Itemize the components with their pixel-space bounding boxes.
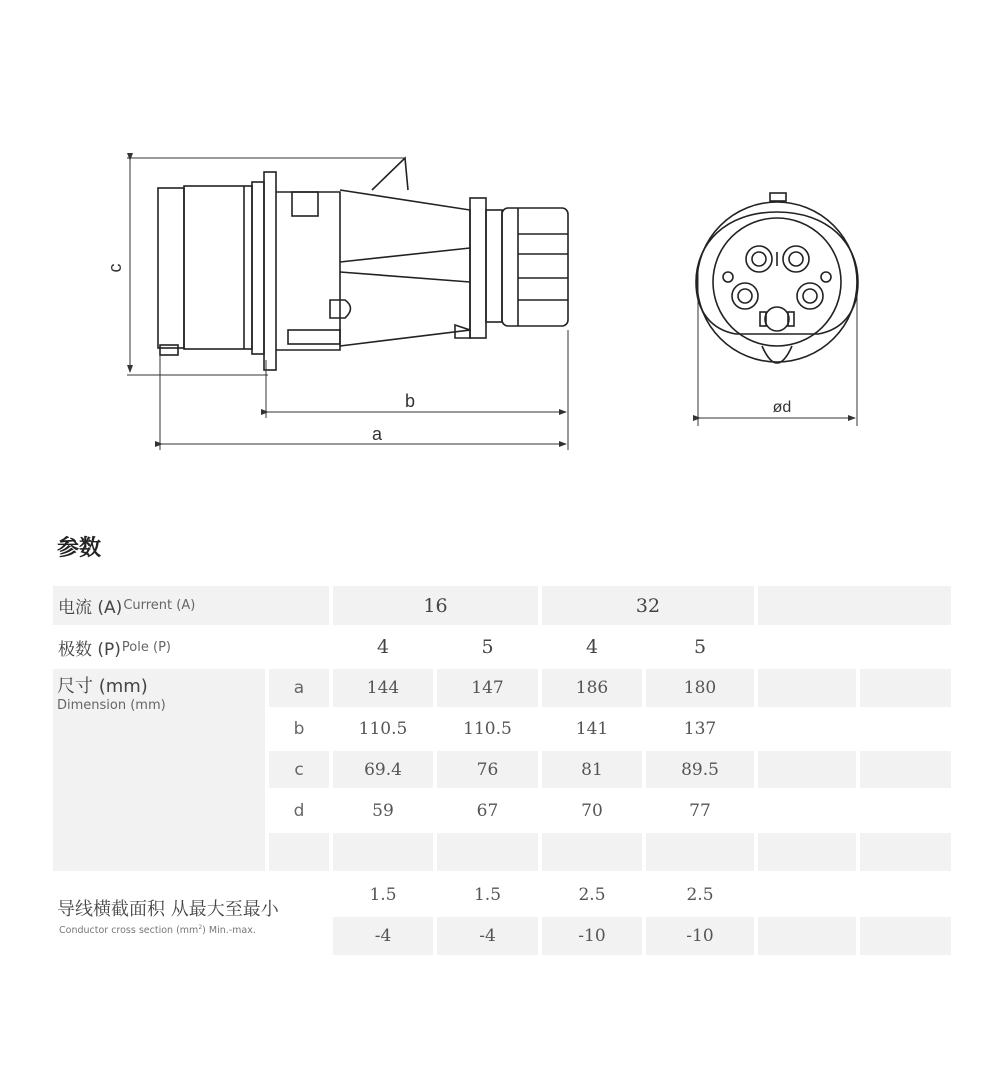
dim-letter-d: d [293,800,305,821]
dim-a-32-4: 186 [542,669,642,707]
empty-row-5 [758,833,856,871]
dim-a-extra-2 [860,669,951,707]
plug-technical-drawing [0,0,1001,500]
pole-label-cn: 极数 (P) [58,639,121,660]
dimension-label-en: Dimension (mm) [57,697,166,713]
dim-c-extra-2 [860,751,951,788]
pole-label-en: Pole (P) [121,639,171,655]
dimension-labels [105,264,791,445]
cond-2-32-4: -10 [542,917,642,955]
empty-row-3 [542,833,642,871]
cond-1-16-5: 1.5 [473,884,502,905]
dim-c-32-4: 81 [542,751,642,788]
conductor-label-en [59,924,256,936]
empty-row-4 [646,833,754,871]
dim-c-16-4: 69.4 [333,751,433,788]
cond-2-32-5: -10 [646,917,754,955]
current-label-en: Current (A) [123,598,196,613]
conductor-label-en-post: ) Min.-max. [202,925,256,937]
empty-row-letter [269,833,329,871]
cond-1-32-5: 2.5 [686,884,714,905]
dim-label-b: b [404,391,416,411]
dim-a-16-5: 147 [437,669,538,707]
dim-b-16-4: 110.5 [358,719,408,739]
dim-letter-b: b [293,719,305,739]
dim-a-32-5: 180 [646,669,754,707]
pole-32-4: 4 [585,636,599,658]
pole-32-5: 5 [693,636,707,658]
dim-a-16-4: 144 [333,669,433,707]
dim-letter-c: c [269,751,329,788]
current-16: 16 [333,586,538,625]
dimension-label [57,676,166,713]
current-extra [758,586,951,625]
dim-b-32-4: 141 [575,719,609,739]
cond-1-16-4: 1.5 [369,884,397,905]
dim-d-32-5: 77 [689,800,711,821]
conductor-label-cn: 导线横截面积 从最大至最小 [57,899,279,920]
empty-row-1 [333,833,433,871]
current-label-cn: 电流 (A) [58,598,123,618]
dimension-lines [127,158,857,450]
dimension-label-cn: 尺寸 (mm) [57,676,148,697]
cond-2-extra-1 [758,917,856,955]
cond-2-16-5: -4 [437,917,538,955]
dim-c-32-5: 89.5 [646,751,754,788]
pole-label [53,629,329,665]
empty-row-6 [860,833,951,871]
dim-label-c: c [105,263,125,273]
dim-d-32-4: 70 [581,800,603,821]
plug-side-view [158,158,568,370]
dim-letter-a: a [269,669,329,707]
empty-row-2 [437,833,538,871]
cond-1-32-4: 2.5 [578,884,606,905]
conductor-label-en-sup: 2 [198,924,203,931]
dim-label-a: a [371,424,383,444]
pole-16-5: 5 [481,636,494,658]
dim-c-extra-1 [758,751,856,788]
dim-b-16-5: 110.5 [463,719,512,739]
dim-d-16-5: 67 [476,800,499,821]
dim-d-16-4: 59 [372,800,394,821]
cond-2-16-4: -4 [333,917,433,955]
dim-label-d: ød [772,399,792,416]
current-32: 32 [542,586,754,625]
plug-front-view [696,193,858,363]
dim-c-16-5: 76 [437,751,538,788]
conductor-label-en-pre: Conductor cross section (mm [59,925,199,937]
cond-2-extra-2 [860,917,951,955]
dim-a-extra-1 [758,669,856,707]
current-label [53,586,329,625]
section-title: 参数 [57,536,102,561]
dim-b-32-5: 137 [683,719,717,739]
pole-16-4: 4 [376,636,390,658]
